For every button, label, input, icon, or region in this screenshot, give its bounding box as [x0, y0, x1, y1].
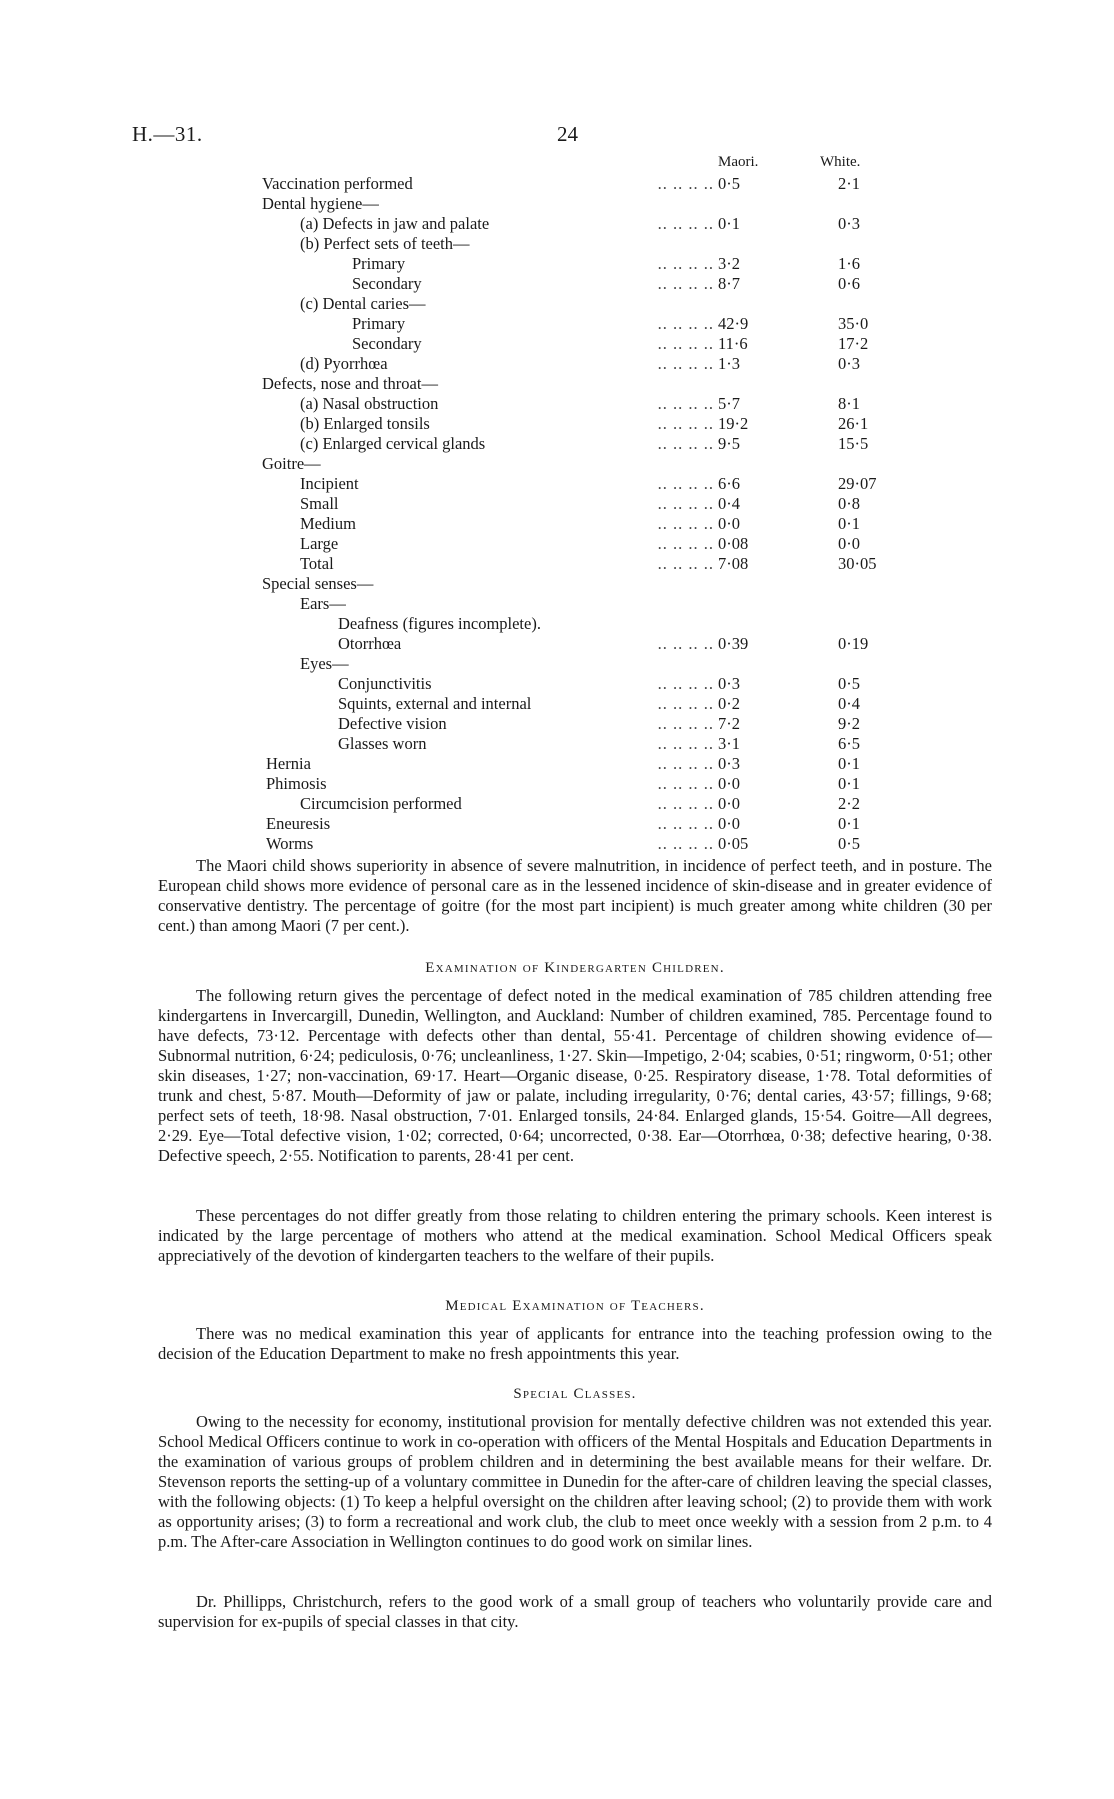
- value-maori: 42·9: [718, 314, 749, 333]
- table-row: [0, 794, 1114, 814]
- value-maori: 0·0: [718, 794, 740, 813]
- value-white: 0·0: [838, 534, 860, 553]
- leader-dots: .. .. .. ..: [657, 794, 714, 813]
- row-label: Hernia: [266, 754, 311, 773]
- leader-dots: .. .. .. ..: [657, 254, 714, 273]
- row-label: Worms: [266, 834, 314, 853]
- value-maori: 0·4: [718, 494, 740, 513]
- table-row: [0, 334, 1114, 354]
- row-label: (c) Enlarged cervical glands: [300, 434, 486, 453]
- leader-dots: .. .. .. ..: [657, 434, 714, 453]
- table-row: [0, 614, 1114, 634]
- table-row: [0, 414, 1114, 434]
- value-maori: 5·7: [718, 394, 740, 413]
- row-label: Total: [300, 554, 334, 573]
- row-label: Glasses worn: [338, 734, 427, 753]
- value-maori: 0·0: [718, 814, 740, 833]
- leader-dots: .. .. .. ..: [657, 514, 714, 533]
- value-maori: 8·7: [718, 274, 740, 293]
- table-row: [0, 634, 1114, 654]
- leader-dots: .. .. .. ..: [657, 274, 714, 293]
- column-header-maori: Maori.: [718, 154, 759, 170]
- table-row: [0, 374, 1114, 394]
- row-label: (b) Perfect sets of teeth—: [300, 234, 470, 253]
- value-white: 0·8: [838, 494, 860, 513]
- row-label: Eneuresis: [266, 814, 331, 833]
- value-white: 0·3: [838, 354, 860, 373]
- table-row: [0, 754, 1114, 774]
- table-row: [0, 674, 1114, 694]
- row-label: Vaccination performed: [262, 174, 413, 193]
- value-white: 8·1: [838, 394, 860, 413]
- value-maori: 0·39: [718, 634, 749, 653]
- row-label: (b) Enlarged tonsils: [300, 414, 430, 433]
- value-white: 15·5: [838, 434, 869, 453]
- value-white: 0·1: [838, 814, 860, 833]
- table-row: [0, 214, 1114, 234]
- row-label: Eyes—: [300, 654, 349, 673]
- leader-dots: .. .. .. ..: [657, 534, 714, 553]
- value-white: 0·6: [838, 274, 860, 293]
- table-row: [0, 494, 1114, 514]
- value-white: 29·07: [838, 474, 877, 493]
- heading-kindergarten: Examination of Kindergarten Children.: [425, 960, 725, 976]
- table-row: [0, 654, 1114, 674]
- value-white: 0·1: [838, 754, 860, 773]
- row-label: Defects, nose and throat—: [262, 374, 438, 393]
- row-label: Small: [300, 494, 339, 513]
- table-row: [0, 694, 1114, 714]
- table-row: [0, 194, 1114, 214]
- table-row: [0, 734, 1114, 754]
- table-row: [0, 474, 1114, 494]
- paper-reference: H.—31.: [132, 122, 203, 146]
- leader-dots: .. .. .. ..: [657, 694, 714, 713]
- value-maori: 0·1: [718, 214, 740, 233]
- value-maori: 0·3: [718, 754, 740, 773]
- value-white: 0·1: [838, 514, 860, 533]
- paragraph-christchurch: Dr. Phillipps, Christchurch, refers to the good work of a small group of teachers who voluntarily provide care and supervision for ex-pupils of special classes in that city.: [158, 1592, 992, 1631]
- row-label: Medium: [300, 514, 356, 533]
- table-row: [0, 174, 1114, 194]
- leader-dots: .. .. .. ..: [657, 674, 714, 693]
- value-white: 2·1: [838, 174, 860, 193]
- leader-dots: .. .. .. ..: [657, 334, 714, 353]
- row-label: Otorrhœa: [338, 634, 402, 653]
- leader-dots: .. .. .. ..: [657, 354, 714, 373]
- value-white: 35·0: [838, 314, 869, 333]
- value-maori: 19·2: [718, 414, 749, 433]
- heading-teachers: Medical Examination of Teachers.: [445, 1298, 705, 1314]
- table-row: [0, 254, 1114, 274]
- table-row: [0, 574, 1114, 594]
- table-row: [0, 514, 1114, 534]
- table-row: [0, 834, 1114, 854]
- table-row: [0, 314, 1114, 334]
- table-row: [0, 294, 1114, 314]
- table-row: [0, 534, 1114, 554]
- value-maori: 0·3: [718, 674, 740, 693]
- value-white: 30·05: [838, 554, 877, 573]
- value-white: 26·1: [838, 414, 869, 433]
- value-white: 0·5: [838, 834, 860, 853]
- leader-dots: .. .. .. ..: [657, 714, 714, 733]
- leader-dots: .. .. .. ..: [657, 734, 714, 753]
- row-label: (a) Nasal obstruction: [300, 394, 439, 413]
- table-row: [0, 354, 1114, 374]
- row-label: Conjunctivitis: [338, 674, 432, 693]
- value-white: 2·2: [838, 794, 860, 813]
- value-white: 0·5: [838, 674, 860, 693]
- row-label: Ears—: [300, 594, 346, 613]
- table-row: [0, 814, 1114, 834]
- leader-dots: .. .. .. ..: [657, 494, 714, 513]
- page-number: 24: [557, 122, 578, 146]
- table-row: [0, 774, 1114, 794]
- value-maori: 9·5: [718, 434, 740, 453]
- table-row: [0, 434, 1114, 454]
- row-label: (c) Dental caries—: [300, 294, 426, 313]
- value-maori: 0·08: [718, 534, 749, 553]
- value-white: 6·5: [838, 734, 860, 753]
- paragraph-kindergarten-return: The following return gives the percentage of defect noted in the medical examination of 785 children attending free kindergartens in Invercargill, Dunedin, Wellington, and Auckland: Number of children examined, 785. Percentage found to have defects, 73·12. Percentage with defects other than dental, 55·41. Percentage of children showing evidence of—Subnormal nutrition, 6·24; pediculosis, 0·76; uncleanliness, 1·27. Skin—Impetigo, 2·04; scabies, 0·51; ringworm, 0·51; other skin diseases, 1·27; non-vaccination, 69·17. Heart—Organic disease, 0·25. Respiratory disease, 1·78. Total deformities of trunk and chest, 5·87. Mouth—Deformity of jaw or palate, including irregularity, 0·76; dental caries, 43·57; fillings, 9·68; perfect sets of teeth, 18·98. Nasal obstruction, 7·01. Enlarged tonsils, 24·84. Enlarged glands, 15·54. Goitre—All degrees, 2·29. Eye—Total defective vision, 1·02; corrected, 0·64; uncorrected, 0·38. Ear—Otorrhœa, 0·38; defective hearing, 0·38. Defective speech, 2·55. Notification to parents, 28·41 per cent.: [158, 986, 992, 1165]
- value-white: 0·4: [838, 694, 860, 713]
- row-label: Secondary: [352, 274, 422, 293]
- leader-dots: .. .. .. ..: [657, 474, 714, 493]
- leader-dots: .. .. .. ..: [657, 834, 714, 853]
- table-row: [0, 234, 1114, 254]
- table-row: [0, 394, 1114, 414]
- value-white: 0·3: [838, 214, 860, 233]
- row-label: Secondary: [352, 334, 422, 353]
- leader-dots: .. .. .. ..: [657, 634, 714, 653]
- value-maori: 0·0: [718, 774, 740, 793]
- table-row: [0, 274, 1114, 294]
- value-maori: 6·6: [718, 474, 740, 493]
- row-label: (d) Pyorrhœa: [300, 354, 388, 373]
- row-label: Large: [300, 534, 339, 553]
- row-label: Special senses—: [262, 574, 374, 593]
- leader-dots: .. .. .. ..: [657, 394, 714, 413]
- row-label: Squints, external and internal: [338, 694, 532, 713]
- row-label: Dental hygiene—: [262, 194, 379, 213]
- leader-dots: .. .. .. ..: [657, 314, 714, 333]
- value-maori: 0·0: [718, 514, 740, 533]
- value-maori: 0·5: [718, 174, 740, 193]
- paragraph-kindergarten-comment: These percentages do not differ greatly from those relating to children entering the primary schools. Keen interest is indicated by the large percentage of mothers who attend at the medical examination. School Medical Officers speak appreciatively of the devotion of kindergarten teachers to the welfare of their pupils.: [158, 1206, 992, 1265]
- leader-dots: .. .. .. ..: [657, 554, 714, 573]
- row-label: Circumcision performed: [300, 794, 462, 813]
- leader-dots: .. .. .. ..: [657, 774, 714, 793]
- value-maori: 7·2: [718, 714, 740, 733]
- value-maori: 3·2: [718, 254, 740, 273]
- column-header-white: White.: [820, 154, 861, 170]
- value-white: 0·1: [838, 774, 860, 793]
- leader-dots: .. .. .. ..: [657, 814, 714, 833]
- row-label: Phimosis: [266, 774, 327, 793]
- leader-dots: .. .. .. ..: [657, 754, 714, 773]
- value-white: 0·19: [838, 634, 869, 653]
- value-maori: 3·1: [718, 734, 740, 753]
- heading-special-classes: Special Classes.: [513, 1386, 637, 1402]
- table-row: [0, 594, 1114, 614]
- value-maori: 7·08: [718, 554, 749, 573]
- row-label: Goitre—: [262, 454, 321, 473]
- paragraph-comparison-summary: The Maori child shows superiority in absence of severe malnutrition, in incidence of perfect teeth, and in posture. The European child shows more evidence of personal care as in the lessened incidence of skin-disease and in greater evidence of conservative dentistry. The percentage of goitre (for the most part incipient) is much greater among white children (30 per cent.) than among Maori (7 per cent.).: [158, 856, 992, 935]
- paragraph-teachers: There was no medical examination this year of applicants for entrance into the teaching profession owing to the decision of the Education Department to make no fresh appointments this year.: [158, 1324, 992, 1363]
- value-maori: 0·2: [718, 694, 740, 713]
- row-label: Incipient: [300, 474, 359, 493]
- leader-dots: .. .. .. ..: [657, 214, 714, 233]
- value-maori: 0·05: [718, 834, 749, 853]
- row-label: Defective vision: [338, 714, 447, 733]
- row-label: Primary: [352, 254, 406, 273]
- leader-dots: .. .. .. ..: [657, 414, 714, 433]
- value-white: 1·6: [838, 254, 860, 273]
- leader-dots: .. .. .. ..: [657, 174, 714, 193]
- table-row: [0, 714, 1114, 734]
- value-white: 9·2: [838, 714, 860, 733]
- table-row: [0, 454, 1114, 474]
- value-maori: 1·3: [718, 354, 740, 373]
- row-label: Primary: [352, 314, 406, 333]
- value-white: 17·2: [838, 334, 869, 353]
- paragraph-special-classes: Owing to the necessity for economy, institutional provision for mentally defective children was not extended this year. School Medical Officers continue to work in co-operation with officers of the Mental Hospitals and Education Departments in the examination of various groups of problem children and in determining the best available means for their welfare. Dr. Stevenson reports the setting-up of a voluntary committee in Dunedin for the after-care of children leaving the special classes, with the following objects: (1) To keep a helpful oversight on the children after leaving school; (2) to provide them with work as opportunity arises; (3) to form a recreational and work club, the club to meet once weekly with a session from 2 p.m. to 4 p.m. The After-care Association in Wellington continues to do good work on similar lines.: [158, 1412, 992, 1551]
- row-label: (a) Defects in jaw and palate: [300, 214, 490, 233]
- table-row: [0, 554, 1114, 574]
- value-maori: 11·6: [718, 334, 748, 353]
- row-label: Deafness (figures incomplete).: [338, 614, 541, 633]
